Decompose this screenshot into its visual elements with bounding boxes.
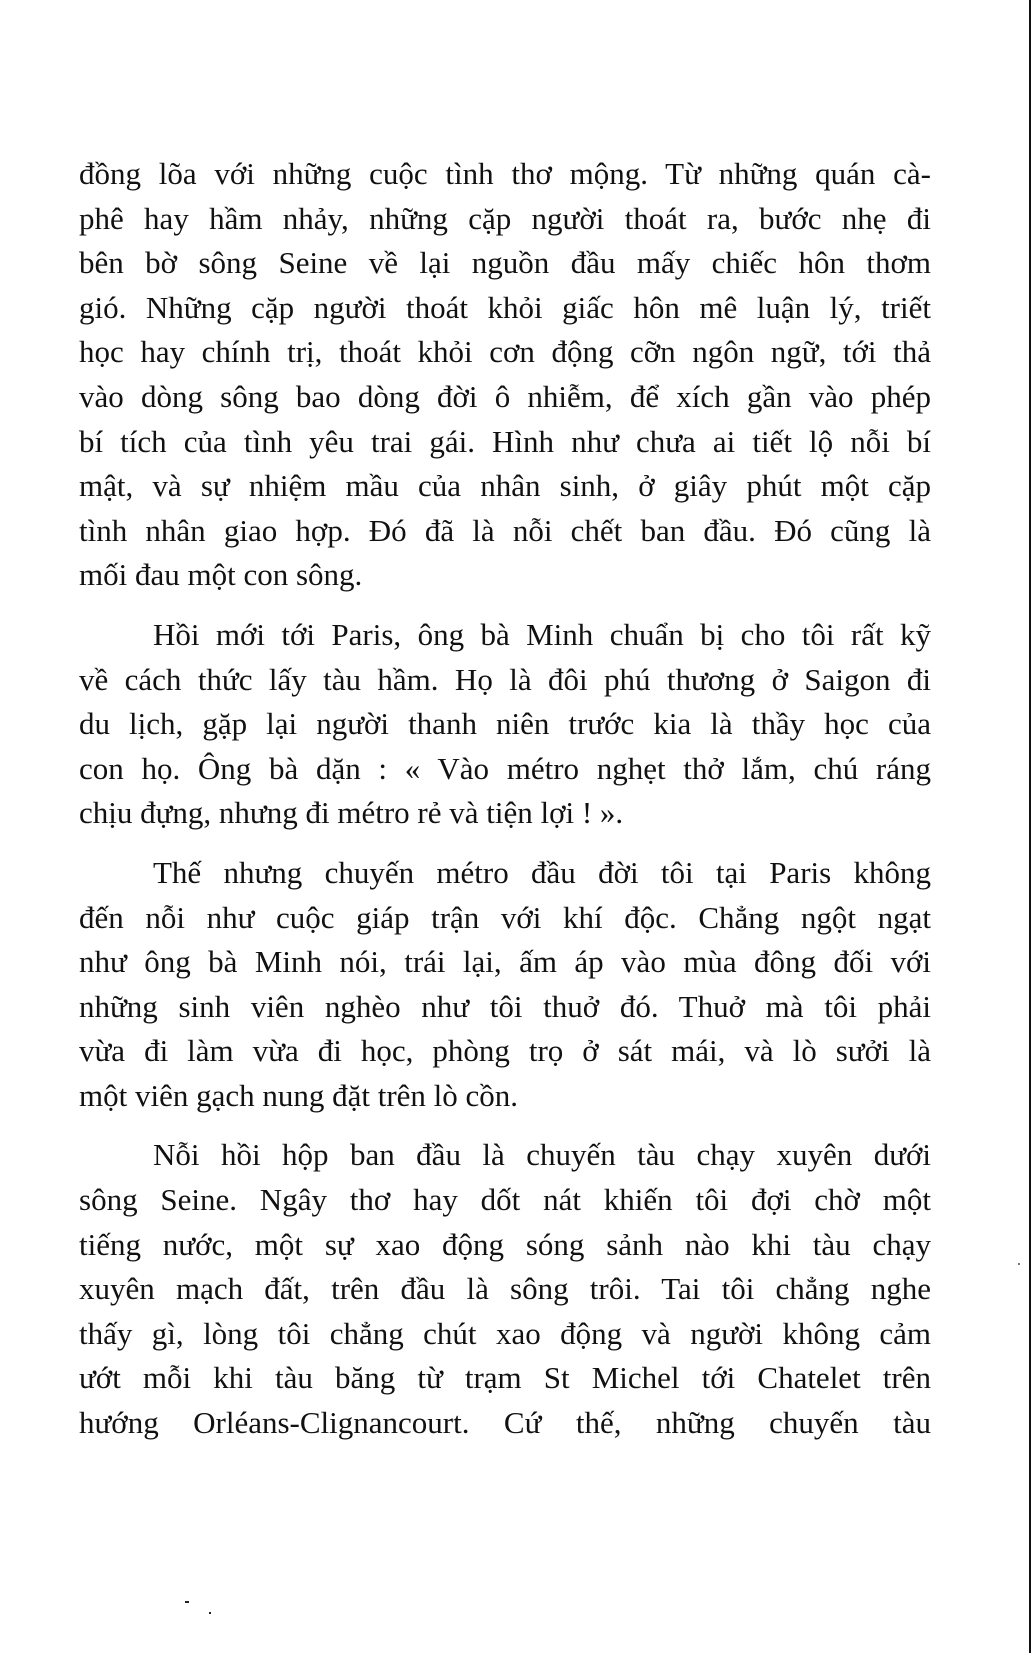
text-line: mật, và sự nhiệm mầu của nhân sinh, ở giây phút một cặp [79, 468, 931, 504]
text-line: Thế nhưng chuyến métro đầu đời tôi tại Paris không [153, 854, 931, 890]
text-line: ướt mỗi khi tàu băng từ trạm St Michel tới Chatelet trên [79, 1360, 931, 1396]
text-line: xuyên mạch đất, trên đầu là sông trôi. Tai tôi chẳng nghe [79, 1271, 931, 1307]
text-line: gió. Những cặp người thoát khỏi giấc hôn mê luận lý, triết [79, 289, 931, 325]
text-line: hướng Orléans-Clignancourt. Cứ thế, những chuyến tàu [79, 1405, 931, 1441]
text-line: tình nhân giao hợp. Đó đã là nỗi chết ban đầu. Đó cũng là [79, 512, 931, 548]
scan-speck [1018, 1263, 1020, 1265]
text-line: con họ. Ông bà dặn : « Vào métro nghẹt thở lắm, chú ráng [79, 750, 931, 786]
text-line: đến nỗi như cuộc giáp trận với khí độc. Chẳng ngột ngạt [79, 899, 931, 935]
text-line: du lịch, gặp lại người thanh niên trước kia là thầy học của [79, 706, 931, 742]
text-line: những sinh viên nghèo như tôi thuở đó. Thuở mà tôi phải [79, 988, 931, 1024]
page-edge-line [1029, 0, 1031, 1653]
text-line: đồng lõa với những cuộc tình thơ mộng. Từ những quán cà- [79, 156, 931, 191]
text-line: bên bờ sông Seine về lại nguồn đầu mấy chiếc hôn thơm [79, 245, 931, 281]
text-line: tiếng nước, một sự xao động sóng sảnh nào khi tàu chạy [79, 1226, 931, 1262]
text-line: Hồi mới tới Paris, ông bà Minh chuẩn bị cho tôi rất kỹ [153, 616, 931, 652]
text-line: về cách thức lấy tàu hầm. Họ là đôi phú thương ở Saigon đi [79, 661, 931, 697]
body-text [79, 152, 931, 1461]
paragraph [79, 1133, 931, 1445]
text-line: sông Seine. Ngây thơ hay dốt nát khiến tôi đợi chờ một [79, 1182, 931, 1218]
text-line: học hay chính trị, thoát khỏi cơn động cỡn ngôn ngữ, tới thả [79, 334, 931, 370]
text-line: bí tích của tình yêu trai gái. Hình như chưa ai tiết lộ nỗi bí [79, 423, 931, 459]
text-line: vừa đi làm vừa đi học, phòng trọ ở sát mái, và lò sưởi là [79, 1033, 931, 1069]
text-line: vào dòng sông bao dòng đời ô nhiễm, để xích gần vào phép [79, 378, 931, 414]
text-line: Nỗi hồi hộp ban đầu là chuyến tàu chạy xuyên dưới [153, 1137, 931, 1173]
text-line: một viên gạch nung đặt trên lò cồn. [79, 1077, 519, 1113]
scan-speck [209, 1612, 211, 1614]
text-line: chịu đựng, nhưng đi métro rẻ và tiện lợi ! ». [79, 795, 624, 831]
paragraph [79, 613, 931, 836]
text-line: mối đau một con sông. [79, 557, 363, 593]
paragraph [79, 851, 931, 1119]
text-line: như ông bà Minh nói, trái lại, ấm áp vào mùa đông đối với [79, 944, 931, 980]
scan-speck [185, 1601, 189, 1603]
text-line: thấy gì, lòng tôi chẳng chút xao động và người không cảm [79, 1315, 931, 1351]
paragraph [79, 152, 931, 598]
text-line: phê hay hầm nhảy, những cặp người thoát ra, bước nhẹ đi [79, 200, 931, 236]
